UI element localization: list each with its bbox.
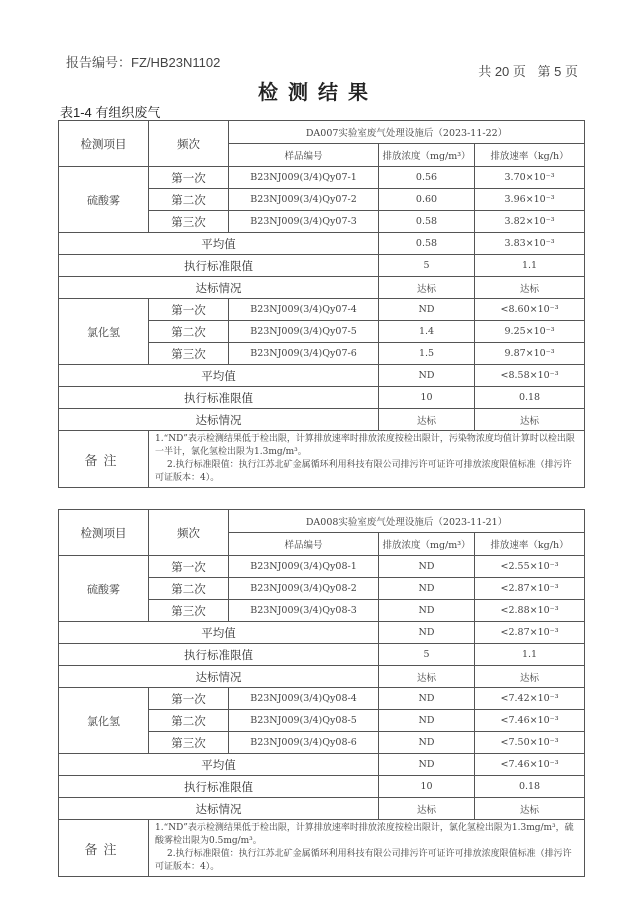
concentration-header: 排放浓度（mg/m³） [379, 144, 475, 167]
sample-id: B23NJ009(3/4)Qy07-1 [229, 167, 379, 189]
sample-id: B23NJ009(3/4)Qy07-6 [229, 343, 379, 365]
emission-rate-value: 9.25×10⁻³ [475, 321, 585, 343]
sample-id: B23NJ009(3/4)Qy07-5 [229, 321, 379, 343]
average-label: 平均值 [59, 365, 379, 387]
average-row [59, 365, 585, 387]
run-label: 第三次 [149, 211, 229, 233]
page-title: 检测结果 [258, 82, 378, 104]
table-row [59, 688, 585, 710]
page-number: 第 5 页 [537, 64, 578, 79]
run-label: 第二次 [149, 321, 229, 343]
sample-id: B23NJ009(3/4)Qy08-4 [229, 688, 379, 710]
remark-line: 1.“ND”表示检测结果低于检出限，计算排放速率时排放浓度按检出限计，氯化氢检出限为1.3mg/m³，硫酸雾检出限为0.5mg/m³。 [155, 823, 574, 846]
item-header: 检测项目 [59, 121, 149, 167]
sample-id: B23NJ009(3/4)Qy08-1 [229, 556, 379, 578]
run-label: 第一次 [149, 688, 229, 710]
average-concentration: ND [379, 622, 475, 644]
item-header: 检测项目 [59, 510, 149, 556]
concentration-value: ND [379, 299, 475, 321]
concentration-value: 1.5 [379, 343, 475, 365]
average-rate: 3.83×10⁻³ [475, 233, 585, 255]
sample-id: B23NJ009(3/4)Qy08-2 [229, 578, 379, 600]
parameter-name: 氯化氢 [59, 299, 149, 365]
parameter-name: 硫酸雾 [59, 556, 149, 622]
concentration-value: ND [379, 688, 475, 710]
emission-rate-value: <7.46×10⁻³ [475, 710, 585, 732]
facility-header: DA008实验室废气处理设施后（2023-11-21） [229, 510, 585, 533]
average-rate: <7.46×10⁻³ [475, 754, 585, 776]
compliance-row [59, 666, 585, 688]
emission-rate-value: 9.87×10⁻³ [475, 343, 585, 365]
run-label: 第二次 [149, 578, 229, 600]
compliance-row [59, 798, 585, 820]
average-concentration: ND [379, 754, 475, 776]
compliance-rate: 达标 [475, 666, 585, 688]
compliance-row [59, 409, 585, 431]
compliance-rate: 达标 [475, 798, 585, 820]
concentration-value: ND [379, 710, 475, 732]
header-row [59, 121, 585, 144]
compliance-concentration: 达标 [379, 798, 475, 820]
emission-rate-value: <7.42×10⁻³ [475, 688, 585, 710]
emission-rate-value: <8.60×10⁻³ [475, 299, 585, 321]
compliance-label: 达标情况 [59, 798, 379, 820]
standard-limit-row [59, 387, 585, 409]
standard-limit-label: 执行标准限值 [59, 387, 379, 409]
standard-limit-label: 执行标准限值 [59, 255, 379, 277]
sample-number-header: 样品编号 [229, 144, 379, 167]
table-row [59, 167, 585, 189]
table-row [59, 299, 585, 321]
emission-rate-value: 3.70×10⁻³ [475, 167, 585, 189]
sample-id: B23NJ009(3/4)Qy07-2 [229, 189, 379, 211]
compliance-label: 达标情况 [59, 409, 379, 431]
frequency-header: 频次 [149, 510, 229, 556]
standard-limit-rate: 0.18 [475, 776, 585, 798]
concentration-value: ND [379, 732, 475, 754]
run-label: 第二次 [149, 710, 229, 732]
sample-id: B23NJ009(3/4)Qy07-4 [229, 299, 379, 321]
remarks-text [149, 820, 585, 877]
total-pages: 共 20 页 [478, 64, 526, 79]
run-label: 第一次 [149, 556, 229, 578]
table-label: 表1-4 有组织废气 [60, 105, 161, 120]
emission-rate-header: 排放速率（kg/h） [475, 144, 585, 167]
standard-limit-concentration: 10 [379, 387, 475, 409]
compliance-label: 达标情况 [59, 666, 379, 688]
emission-rate-value: <2.55×10⁻³ [475, 556, 585, 578]
header-row [59, 510, 585, 533]
remark-line: 2.执行标准限值：执行江苏北矿金属循环利用科技有限公司排污许可证许可排放浓度限值标准（排污许可证版本：4）。 [155, 849, 572, 872]
average-row [59, 754, 585, 776]
remark-line: 1.“ND”表示检测结果低于检出限，计算排放速率时排放浓度按检出限计，污染物浓度均值计算时以检出限一半计，氯化氢检出限为1.3mg/m³。 [155, 434, 575, 457]
average-rate: <8.58×10⁻³ [475, 365, 585, 387]
sample-id: B23NJ009(3/4)Qy08-6 [229, 732, 379, 754]
remarks-row [59, 431, 585, 488]
average-concentration: ND [379, 365, 475, 387]
parameter-name: 氯化氢 [59, 688, 149, 754]
concentration-value: ND [379, 556, 475, 578]
table-row [59, 556, 585, 578]
report-number: 报告编号：FZ/HB23N1102 [66, 55, 221, 70]
concentration-header: 排放浓度（mg/m³） [379, 533, 475, 556]
sample-id: B23NJ009(3/4)Qy07-3 [229, 211, 379, 233]
parameter-name: 硫酸雾 [59, 167, 149, 233]
sample-id: B23NJ009(3/4)Qy08-3 [229, 600, 379, 622]
compliance-rate: 达标 [475, 409, 585, 431]
average-label: 平均值 [59, 622, 379, 644]
run-label: 第三次 [149, 600, 229, 622]
run-label: 第三次 [149, 732, 229, 754]
average-rate: <2.87×10⁻³ [475, 622, 585, 644]
standard-limit-row [59, 776, 585, 798]
sample-number-header: 样品编号 [229, 533, 379, 556]
standard-limit-rate: 0.18 [475, 387, 585, 409]
compliance-label: 达标情况 [59, 277, 379, 299]
standard-limit-concentration: 5 [379, 255, 475, 277]
compliance-rate: 达标 [475, 277, 585, 299]
standard-limit-row [59, 255, 585, 277]
standard-limit-concentration: 10 [379, 776, 475, 798]
standard-limit-label: 执行标准限值 [59, 644, 379, 666]
remarks-text [149, 431, 585, 488]
run-label: 第三次 [149, 343, 229, 365]
average-label: 平均值 [59, 233, 379, 255]
results-table-da007 [58, 120, 585, 488]
remarks-row [59, 820, 585, 877]
standard-limit-rate: 1.1 [475, 644, 585, 666]
run-label: 第二次 [149, 189, 229, 211]
emission-rate-value: <7.50×10⁻³ [475, 732, 585, 754]
compliance-concentration: 达标 [379, 277, 475, 299]
facility-header: DA007实验室废气处理设施后（2023-11-22） [229, 121, 585, 144]
concentration-value: 1.4 [379, 321, 475, 343]
concentration-value: 0.58 [379, 211, 475, 233]
emission-rate-value: 3.82×10⁻³ [475, 211, 585, 233]
frequency-header: 频次 [149, 121, 229, 167]
remarks-label: 备注 [59, 431, 149, 488]
average-label: 平均值 [59, 754, 379, 776]
concentration-value: ND [379, 578, 475, 600]
compliance-concentration: 达标 [379, 666, 475, 688]
standard-limit-rate: 1.1 [475, 255, 585, 277]
concentration-value: 0.56 [379, 167, 475, 189]
run-label: 第一次 [149, 167, 229, 189]
average-concentration: 0.58 [379, 233, 475, 255]
average-row [59, 233, 585, 255]
emission-rate-header: 排放速率（kg/h） [475, 533, 585, 556]
emission-rate-value: <2.87×10⁻³ [475, 578, 585, 600]
sample-id: B23NJ009(3/4)Qy08-5 [229, 710, 379, 732]
run-label: 第一次 [149, 299, 229, 321]
concentration-value: ND [379, 600, 475, 622]
average-row [59, 622, 585, 644]
emission-rate-value: 3.96×10⁻³ [475, 189, 585, 211]
compliance-concentration: 达标 [379, 409, 475, 431]
compliance-row [59, 277, 585, 299]
concentration-value: 0.60 [379, 189, 475, 211]
results-table-da008 [58, 509, 585, 877]
emission-rate-value: <2.88×10⁻³ [475, 600, 585, 622]
standard-limit-concentration: 5 [379, 644, 475, 666]
standard-limit-row [59, 644, 585, 666]
remark-line: 2.执行标准限值：执行江苏北矿金属循环利用科技有限公司排污许可证许可排放浓度限值标准（排污许可证版本：4）。 [155, 460, 572, 483]
standard-limit-label: 执行标准限值 [59, 776, 379, 798]
remarks-label: 备注 [59, 820, 149, 877]
